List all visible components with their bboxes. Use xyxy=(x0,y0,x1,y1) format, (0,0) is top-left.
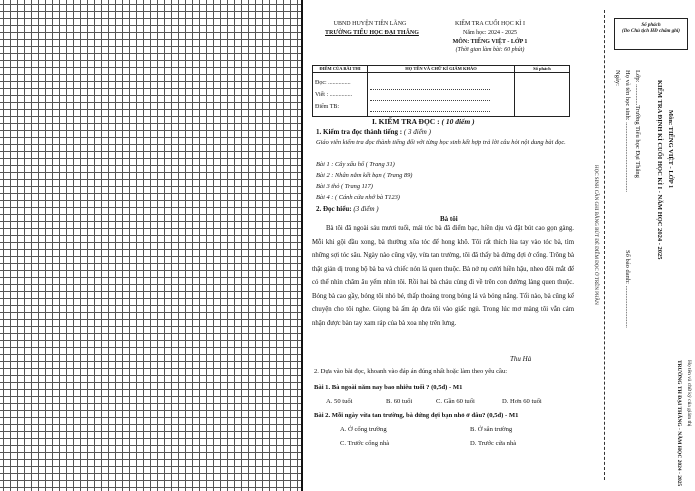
school-year: Năm học: 2024 - 2025 xyxy=(463,30,517,36)
examiner-line-1 xyxy=(370,81,490,90)
lesson-1: Bài 1 : Cây xấu hổ ( Trang 31) xyxy=(316,161,395,168)
answer-grid xyxy=(0,0,301,491)
score-cell xyxy=(313,73,368,117)
subject-line: MÔN: TIẾNG VIỆT - LỚP 1 xyxy=(452,39,528,45)
question-2: Bài 2. Mỗi ngày vừa tan trường, bà đứng đợi bạn nhỏ ở đâu? (0,5đ) - M1 xyxy=(314,412,519,419)
q1-option-c[interactable]: C. Gần 60 tuổi xyxy=(436,398,475,405)
proctor-signature: Họ tên và chữ ký của giám thị xyxy=(686,360,692,427)
time-limit: (Thời gian làm bài: 60 phút) xyxy=(455,47,525,53)
fold-note: HỌC SINH CẦN GHI BẰNG BÚT ĐÈ ĐIỂM ĐỌC Ở TRÊN PHẦN xyxy=(593,165,598,305)
part1-points: ( 3 điểm ) xyxy=(403,128,431,136)
vertical-school: TRƯỜNG TH ĐẠI THẮNG - NĂM HỌC 2024 - 2025 xyxy=(676,360,682,487)
q1-option-d[interactable]: D. Hơn 60 tuổi xyxy=(502,398,542,405)
score-writing-label: Viết : xyxy=(315,92,329,98)
part1-heading xyxy=(316,128,431,136)
part1-text: 1. Kiểm tra đọc thành tiếng : xyxy=(316,128,404,136)
score-average-label: Điểm TB: xyxy=(315,104,340,110)
examiner-line-3 xyxy=(370,103,490,112)
secret-code-label: Số phách xyxy=(641,23,661,28)
exam-title: KIỂM TRA CUỐI HỌC KÌ I xyxy=(454,21,526,27)
vertical-subject: Môn: TIẾNG VIỆT - LỚP 1 xyxy=(667,110,674,189)
section-title-points: ( 10 điểm ) xyxy=(441,117,475,126)
q2-option-d[interactable]: D. Trước cửa nhà xyxy=(470,440,517,447)
school-name: TRƯỜNG TIỂU HỌC ĐẠI THẮNG xyxy=(325,30,419,36)
fold-line xyxy=(604,10,605,480)
questions-intro: 2. Dựa vào bài đọc, khoanh vào đáp án đúng nhất hoặc làm theo yêu cầu: xyxy=(314,368,508,375)
q2-option-b[interactable]: B. Ở sân trường xyxy=(470,426,513,433)
part2-points: (3 điểm ) xyxy=(353,205,379,213)
passage-text: Bà tôi đã ngoài sáu mươi tuổi, mái tóc bà đã điểm bạc, hiền dịu và đặt bút cao gọn gàng. Mỗi khi gội đầu xong, bà thường xõa tóc để hong khô. Tôi rất thích lùa tay vào tóc bà, tìm những sợi tóc sâu. Ngày nào cũng vậy, vừa tan trường, tôi đã thấy bà đứng đợi ở cổng. Trông bà thật giản dị trong bộ bà ba và chiếc nón lá quen thuộc. Bà nở nụ cười hiền hậu, nheo đôi mắt để có thể nhìn chăm âu yếm nhìn tôi. Rồi hai bà cháu cùng đi về trên con đường làng quen thuộc. Bóng bà cao gầy, bóng tôi nhỏ bé, thấp thoáng trong bóng lá và bóng nắng. Tối nào, bà cũng kể chuyện cho tôi nghe. Giọng bà ấm áp đưa tôi vào giấc ngủ. Trong lúc mơ màng tôi vẫn cảm nhận được bàn tay xam ráp của bà xoa nhẹ trên lưng. xyxy=(312,225,574,327)
vertical-exam-title: KIỂM TRA ĐỊNH KÌ CUỐI HỌC KÌ I - NĂM HỌC 2024 - 2025 xyxy=(656,80,663,260)
secret-code-box xyxy=(614,18,688,50)
section-title-text: I. KIỂM TRA ĐỌC : xyxy=(372,117,442,126)
score-reading-dots: ............... xyxy=(328,80,351,86)
passage-title: Bà tôi xyxy=(440,215,458,223)
reading-instruction: Giáo viên kiểm tra đọc thành tiếng đối với từng học sinh kết hợp trả lời câu hỏi nội dung bài đọc. xyxy=(316,139,566,146)
code-col-header: Số phách xyxy=(515,66,570,73)
question-1: Bài 1. Bà ngoài năm nay bao nhiêu tuổi ? (0,5đ) - M1 xyxy=(314,384,463,391)
class-field: Lớp: .............Trường Tiểu học Đại Thắng xyxy=(634,70,641,178)
q2-option-a[interactable]: A. Ở cổng trường xyxy=(340,426,387,433)
candidate-number-field: Số báo danh: .......................... xyxy=(624,250,631,328)
lesson-4: Bài 4 : ( Cánh cửa nhớ bà T123) xyxy=(316,194,400,201)
examiner-line-2 xyxy=(370,92,490,101)
q1-option-a[interactable]: A. 50 tuổi xyxy=(326,398,353,405)
score-col-header: ĐIỂM CỦA BÀI THI xyxy=(313,66,368,73)
student-name-field: Họ và tên học sinh: ........................................... xyxy=(624,70,631,193)
lesson-3: Bài 3 thỏ ( Trang 117) xyxy=(316,183,373,190)
code-cell xyxy=(515,73,570,117)
examiner-cell xyxy=(368,73,515,117)
section-title xyxy=(372,117,475,126)
part2-heading xyxy=(316,205,379,213)
q2-option-c[interactable]: C. Trước cổng nhà xyxy=(340,440,390,447)
passage-author: Thu Hà xyxy=(510,355,532,363)
q1-option-b[interactable]: B. 60 tuổi xyxy=(386,398,413,405)
date-field: Ngày: xyxy=(614,70,621,86)
lesson-2: Bài 2 : Nhân nắm kết bạn ( Trang 89) xyxy=(316,172,413,179)
score-reading-label: Đọc: xyxy=(315,80,327,86)
score-table xyxy=(312,65,570,117)
grid-border xyxy=(301,0,303,491)
examiner-col-header: HỌ TÊN VÀ CHỮ KÍ GIÁM KHẢO xyxy=(368,66,515,73)
part2-text: 2. Đọc hiểu: xyxy=(316,205,354,213)
score-writing-dots: ............... xyxy=(329,92,353,98)
secret-code-note: (Do Chủ tịch HĐ chấm ghi) xyxy=(622,29,680,34)
district-name: UBND HUYỆN TIÊN LÃNG xyxy=(333,21,407,27)
